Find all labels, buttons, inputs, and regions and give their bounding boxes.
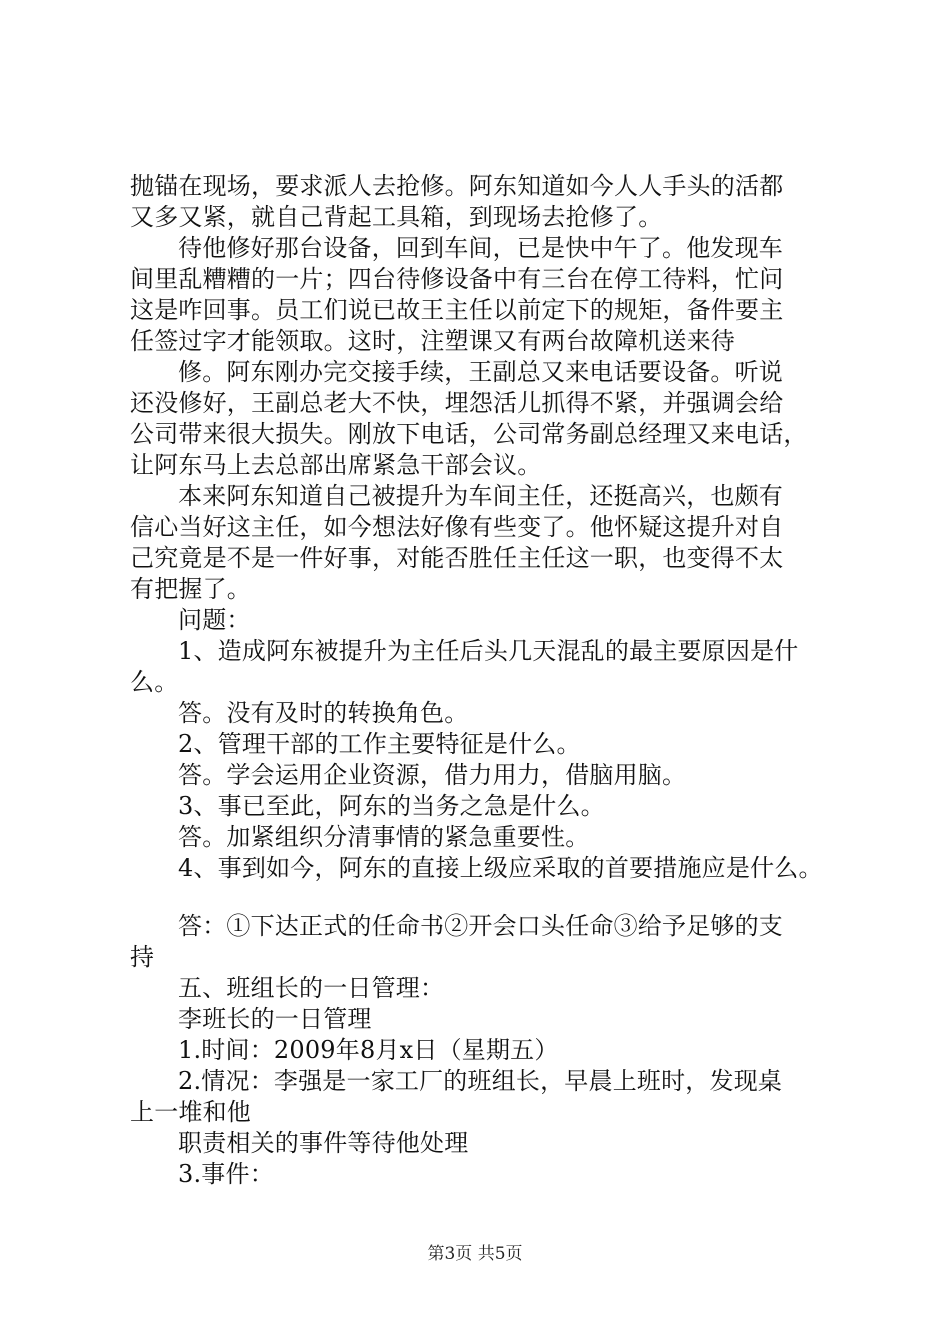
case-situation: 2.情况：李强是一家工厂的班组长，早晨上班时，发现桌 [178,1067,783,1095]
question-4: 4、事到如今，阿东的直接上级应采取的首要措施应是什么。 [178,854,823,882]
question-1-continued: 么。 [130,668,179,696]
body-line: 待他修好那台设备，回到车间，已是快中午了。他发现车 [178,234,783,262]
body-line: 又多又紧，就自己背起工具箱，到现场去抢修了。 [130,203,663,231]
blank-line [130,884,840,911]
document-body [130,171,840,1190]
body-line: 有把握了。 [130,575,251,603]
answer-4: 答：①下达正式的任命书②开会口头任命③给予足够的支 [178,912,783,940]
body-line: 还没修好，王副总老大不快，埋怨活儿抓得不紧，并强调会给 [130,389,784,417]
answer-3: 答。加紧组织分清事情的紧急重要性。 [178,823,590,851]
body-line: 任签过字才能领取。这时，注塑课又有两台故障机送来待 [130,327,735,355]
question-3: 3、事已至此，阿东的当务之急是什么。 [178,792,605,820]
body-line: 公司带来很大损失。刚放下电话，公司常务副总经理又来电话， [130,420,808,448]
body-line: 信心当好这主任，如今想法好像有些变了。他怀疑这提升对自 [130,513,784,541]
case-title: 李班长的一日管理 [178,1005,372,1033]
body-line: 间里乱糟糟的一片；四台待修设备中有三台在停工待料，忙问 [130,265,784,293]
body-line: 本来阿东知道自己被提升为车间主任，还挺高兴，也颇有 [178,482,783,510]
case-situation-continued: 上一堆和他 [130,1098,251,1126]
body-line: 己究竟是不是一件好事，对能否胜任主任这一职，也变得不太 [130,544,784,572]
question-1: 1、造成阿东被提升为主任后头几天混乱的最主要原因是什 [178,637,799,665]
page-number-footer: 第3页 共5页 [427,1244,523,1264]
answer-4-continued: 持 [130,943,155,971]
section-heading: 五、班组长的一日管理： [178,974,445,1002]
body-line: 让阿东马上去总部出席紧急干部会议。 [130,451,542,479]
answer-2: 答。学会运用企业资源，借力用力，借脑用脑。 [178,761,687,789]
case-events: 3.事件： [178,1160,274,1188]
body-line: 抛锚在现场，要求派人去抢修。阿东知道如今人人手头的活都 [130,172,784,200]
body-line: 这是咋回事。员工们说已故王主任以前定下的规矩，备件要主 [130,296,784,324]
case-time: 1.时间：2009年8月x日（星期五） [178,1036,559,1064]
case-situation-continued: 职责相关的事件等待他处理 [178,1129,469,1157]
question-heading: 问题： [178,606,251,634]
answer-1: 答。没有及时的转换角色。 [178,699,469,727]
question-2: 2、管理干部的工作主要特征是什么。 [178,730,581,758]
body-line: 修。阿东刚办完交接手续，王副总又来电话要设备。听说 [178,358,783,386]
